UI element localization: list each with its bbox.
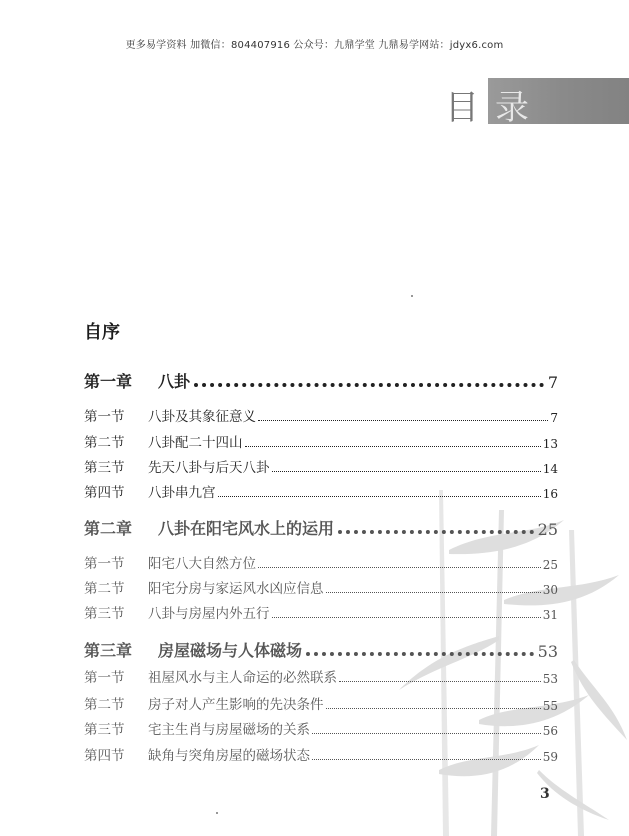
dot-leader bbox=[194, 383, 544, 387]
section-title: 八卦配二十四山 bbox=[148, 435, 243, 451]
section-number: 第三节 bbox=[84, 460, 125, 476]
toc-section-row[interactable] bbox=[84, 666, 558, 686]
toc-section-row[interactable] bbox=[84, 577, 558, 597]
dot-leader bbox=[312, 733, 541, 734]
dot-leader bbox=[272, 471, 541, 472]
dot-leader bbox=[326, 708, 541, 709]
toc-chapter-row[interactable] bbox=[84, 366, 558, 392]
dot-leader bbox=[338, 530, 534, 534]
section-page-number: 59 bbox=[542, 750, 558, 764]
toc-section-row[interactable] bbox=[84, 405, 558, 425]
toc-section-row[interactable] bbox=[84, 431, 558, 451]
section-page-number: 53 bbox=[542, 672, 558, 686]
chapter-number: 第二章 bbox=[84, 519, 133, 538]
section-page-number: 14 bbox=[542, 462, 558, 476]
section-title: 先天八卦与后天八卦 bbox=[148, 460, 270, 476]
scan-speck bbox=[216, 812, 218, 814]
section-page-number: 7 bbox=[550, 411, 558, 425]
chapter-page-number: 25 bbox=[537, 520, 558, 539]
toc-chapter-row[interactable] bbox=[84, 513, 558, 539]
section-title: 八卦与房屋内外五行 bbox=[148, 606, 270, 622]
chapter-page-number: 53 bbox=[537, 642, 558, 661]
chapter-title: 八卦在阳宅风水上的运用 bbox=[158, 519, 335, 538]
page-number: 3 bbox=[540, 786, 550, 802]
toc-section-row[interactable] bbox=[84, 481, 558, 501]
section-title: 八卦及其象征意义 bbox=[148, 409, 256, 425]
title-char-lu: 录 bbox=[495, 88, 529, 128]
dot-leader bbox=[326, 592, 541, 593]
chapter-number: 第一章 bbox=[84, 372, 133, 391]
toc-section-row[interactable] bbox=[84, 718, 558, 738]
toc-chapter-row[interactable] bbox=[84, 635, 558, 661]
section-title: 缺角与突角房屋的磁场状态 bbox=[148, 748, 310, 764]
section-number: 第一节 bbox=[84, 556, 125, 572]
section-page-number: 30 bbox=[542, 583, 558, 597]
dot-leader bbox=[339, 681, 541, 682]
section-page-number: 56 bbox=[542, 724, 558, 738]
section-number: 第三节 bbox=[84, 722, 125, 738]
title-char-mu: 目 bbox=[445, 88, 479, 128]
dot-leader bbox=[312, 759, 541, 760]
toc-section-row[interactable] bbox=[84, 744, 558, 764]
scan-speck bbox=[411, 295, 413, 297]
header-note: 更多易学资料 加微信：804407916 公众号：九鼎学堂 九鼎易学网站：jdyx6.com bbox=[125, 40, 504, 51]
section-page-number: 25 bbox=[542, 558, 558, 572]
toc-section-row[interactable] bbox=[84, 693, 558, 713]
section-title: 阳宅分房与家运风水凶应信息 bbox=[148, 581, 324, 597]
table-of-contents bbox=[84, 318, 558, 764]
section-page-number: 13 bbox=[542, 437, 558, 451]
section-number: 第四节 bbox=[84, 748, 125, 764]
dot-leader bbox=[258, 567, 541, 568]
section-number: 第三节 bbox=[84, 606, 125, 622]
toc-section-row[interactable] bbox=[84, 456, 558, 476]
section-title: 祖屋风水与主人命运的必然联系 bbox=[148, 670, 337, 686]
section-title: 房子对人产生影响的先决条件 bbox=[148, 697, 324, 713]
section-number: 第四节 bbox=[84, 485, 125, 501]
chapter-title: 房屋磁场与人体磁场 bbox=[158, 641, 303, 660]
chapter-number: 第三章 bbox=[84, 641, 133, 660]
section-page-number: 55 bbox=[542, 699, 558, 713]
section-page-number: 31 bbox=[542, 608, 558, 622]
bamboo-illustration bbox=[379, 490, 629, 836]
section-number: 第一节 bbox=[84, 409, 125, 425]
section-title: 宅主生肖与房屋磁场的关系 bbox=[148, 722, 310, 738]
chapter-page-number: 7 bbox=[547, 373, 558, 392]
section-number: 第二节 bbox=[84, 697, 125, 713]
toc-section-row[interactable] bbox=[84, 602, 558, 622]
section-page-number: 16 bbox=[542, 487, 558, 501]
section-number: 第二节 bbox=[84, 581, 125, 597]
dot-leader bbox=[258, 420, 548, 421]
dot-leader bbox=[272, 617, 541, 618]
dot-leader bbox=[218, 496, 541, 497]
dot-leader bbox=[245, 446, 541, 447]
toc-section-row[interactable] bbox=[84, 552, 558, 572]
section-title: 八卦串九宫 bbox=[148, 485, 216, 501]
dot-leader bbox=[306, 652, 534, 656]
section-title: 阳宅八大自然方位 bbox=[148, 556, 256, 572]
section-number: 第二节 bbox=[84, 435, 125, 451]
section-number: 第一节 bbox=[84, 670, 125, 686]
preface-entry[interactable]: 自序 bbox=[84, 322, 120, 343]
chapter-title: 八卦 bbox=[158, 372, 191, 391]
